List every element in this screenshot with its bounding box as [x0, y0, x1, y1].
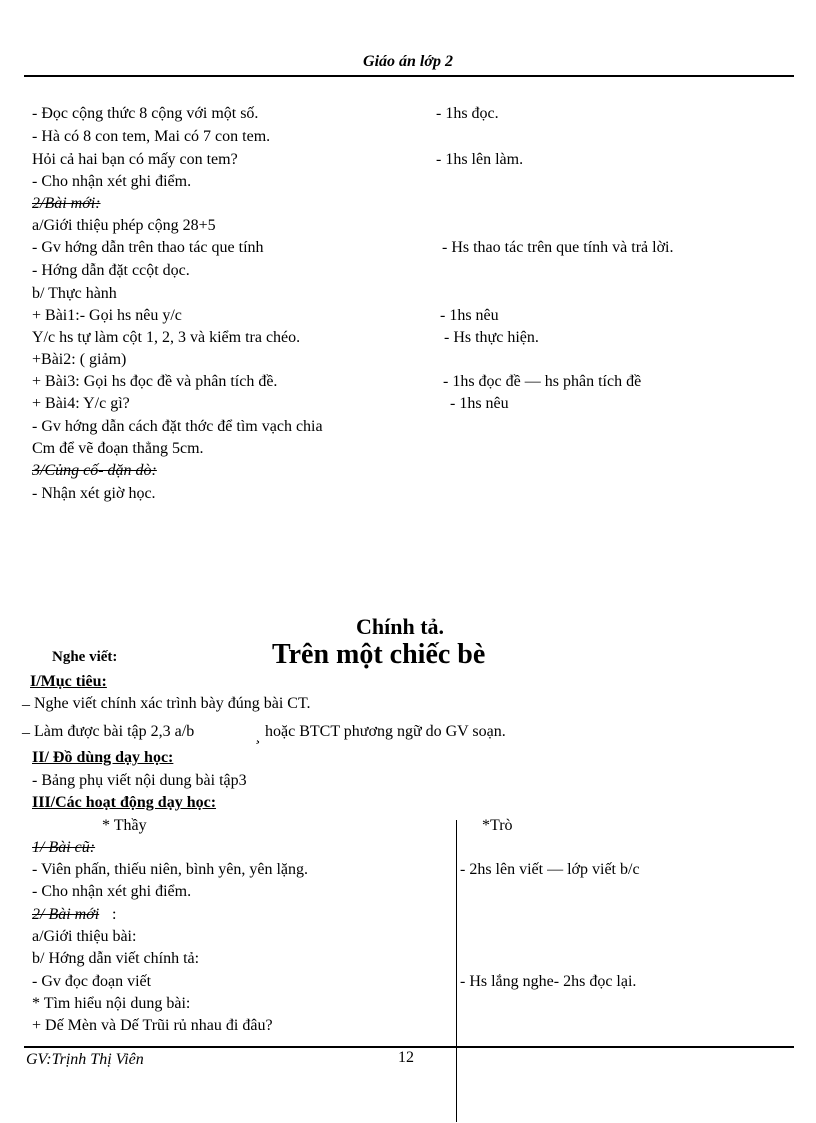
objective-item-continued: hoặc BTCT phương ngữ do GV soạn.: [265, 723, 506, 740]
text-line: - Nhận xét giờ học.: [32, 485, 156, 502]
page-header-title: Giáo án lớp 2: [363, 53, 453, 70]
text-line: Hỏi cả hai bạn có mấy con tem?: [32, 151, 238, 168]
heading-colon: :: [112, 906, 117, 923]
footer-teacher-name: GV:Trịnh Thị Viên: [26, 1051, 144, 1068]
student-line: - Hs lắng nghe- 2hs đọc lại.: [460, 973, 637, 990]
text-line: - Viên phấn, thiếu niên, bình yên, yên lặng.: [32, 861, 309, 878]
lesson-subject: Chính tả.: [356, 614, 445, 639]
student-line: - Hs thao tác trên que tính và trả lời.: [442, 239, 674, 256]
text-line: - Gv hớng dẫn cách đặt thớc để tìm vạch chia: [32, 418, 323, 435]
text-line: + Bài4: Y/c gì?: [32, 395, 130, 412]
header-rule: [24, 75, 794, 77]
student-line: - 1hs nêu: [450, 395, 509, 412]
text-line: - Cho nhận xét ghi điểm.: [32, 883, 192, 900]
text-line: a/Giới thiệu phép cộng 28+5: [32, 217, 216, 234]
text-line: - Hớng dẫn đặt ccột dọc.: [32, 262, 190, 279]
section-heading-old-lesson: 1/ Bài cũ:: [32, 839, 96, 856]
lesson-title: Trên một chiếc bè: [272, 639, 486, 670]
text-line: b/ Thực hành: [32, 285, 117, 302]
text-line: + Dế Mèn và Dế Trũi rủ nhau đi đâu?: [32, 1017, 273, 1034]
lesson-type-label: Nghe viết:: [52, 649, 118, 665]
text-line: a/Giới thiệu bài:: [32, 928, 137, 945]
bullet-mark: _: [22, 691, 30, 708]
activities-heading: III/Các hoạt động dạy học:: [32, 794, 217, 811]
bullet-mark: _: [22, 719, 30, 736]
materials-item: - Bảng phụ viết nội dung bài tập3: [32, 772, 247, 789]
text-line: Cm để vẽ đoạn thẳng 5cm.: [32, 440, 204, 457]
text-line: Y/c hs tự làm cột 1, 2, 3 và kiểm tra chéo.: [32, 329, 301, 346]
text-line: +Bài2: ( giảm): [32, 351, 127, 368]
text-line: - Cho nhận xét ghi điểm.: [32, 173, 192, 190]
section-heading-new-lesson: 2/Bài mới:: [32, 195, 101, 212]
materials-heading: II/ Đồ dùng dạy học:: [32, 749, 174, 766]
text-line: + Bài3: Gọi hs đọc đề và phân tích đề.: [32, 373, 278, 390]
text-line: + Bài1:- Gọi hs nêu y/c: [32, 307, 182, 324]
student-line: - 1hs lên làm.: [436, 151, 524, 168]
objective-item: Nghe viết chính xác trình bày đúng bài CT.: [34, 695, 311, 712]
text-line: - Gv hớng dẫn trên thao tác que tính: [32, 239, 264, 256]
page-number: 12: [398, 1049, 414, 1066]
text-line: - Gv đọc đoạn viết: [32, 973, 152, 990]
column-divider: [456, 820, 457, 1122]
text-line: - Đọc cộng thức 8 cộng với một số.: [32, 105, 259, 122]
text-line: - Hà có 8 con tem, Mai có 7 con tem.: [32, 128, 271, 145]
student-line: - 1hs nêu: [440, 307, 499, 324]
subscript-comma: ¸: [255, 727, 261, 744]
student-line: - Hs thực hiện.: [444, 329, 539, 346]
student-line: - 1hs đọc đề — hs phân tích đề: [443, 373, 642, 390]
section-heading-new-lesson: 2/ Bài mới: [32, 906, 100, 923]
objective-item: Làm được bài tập 2,3 a/b: [34, 723, 195, 740]
objectives-heading: I/Mục tiêu:: [30, 673, 107, 690]
column-header-student: *Trò: [482, 817, 513, 834]
text-line: * Tìm hiểu nội dung bài:: [32, 995, 191, 1012]
column-header-teacher: * Thầy: [102, 817, 147, 834]
student-line: - 2hs lên viết — lớp viết b/c: [460, 861, 640, 878]
section-heading-consolidation: 3/Củng cố- dặn dò:: [32, 462, 157, 479]
text-line: b/ Hớng dẫn viết chính tả:: [32, 950, 200, 967]
student-line: - 1hs đọc.: [436, 105, 499, 122]
